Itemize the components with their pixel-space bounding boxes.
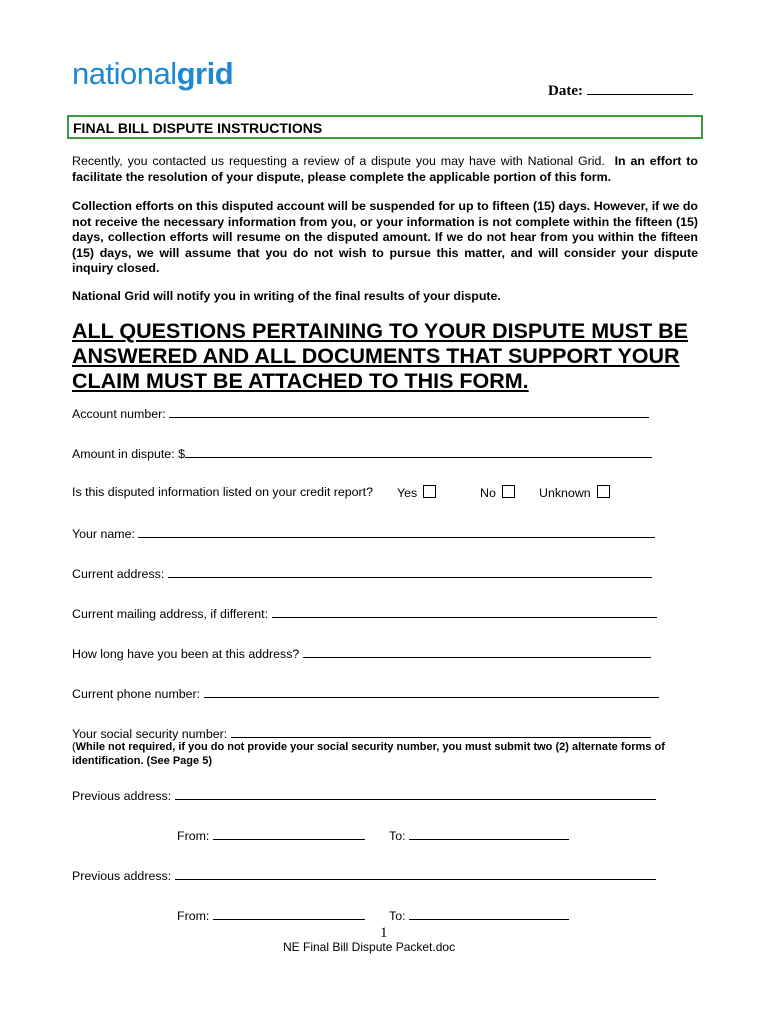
amount-row [72,445,652,461]
to-2-label: To: [389,909,406,923]
ssn-row [72,725,651,741]
to-2-row [389,907,569,923]
amount-input[interactable] [185,445,652,458]
date-label: Date: [548,83,583,99]
phone-label: Current phone number: [72,687,201,701]
credit-report-question: Is this disputed information listed on your credit report? [72,485,373,499]
footer-filename: NE Final Bill Dispute Packet.doc [283,940,456,954]
no-option [480,485,515,500]
yes-checkbox[interactable] [423,485,436,498]
intro-bold-text: In an effort to facilitate the resolution of your dispute, please complete the applicable portion of this form. [72,154,698,184]
current-address-label: Current address: [72,567,165,581]
ssn-note [72,740,702,768]
from-2-label: From: [177,909,210,923]
phone-input[interactable] [204,685,659,698]
mailing-address-input[interactable] [272,605,657,618]
account-number-row [72,405,649,421]
mailing-address-row [72,605,657,621]
ssn-note-text: While not required, if you do not provide your social security number, you must submit two (2) alternate forms of identification. (See Page 5) [72,741,665,767]
your-name-input[interactable] [138,525,655,538]
how-long-input[interactable] [303,645,651,658]
how-long-row [72,645,651,661]
your-name-label: Your name: [72,527,135,541]
page-number: 1 [380,925,388,941]
to-1-label: To: [389,829,406,843]
title-box [67,115,703,139]
account-number-label: Account number: [72,407,166,421]
logo-text-national: national [72,56,177,91]
unknown-label: Unknown [539,486,591,500]
intro-normal-text: Recently, you contacted us requesting a review of a dispute you may have with National Grid. [72,154,605,168]
previous-address-2-label: Previous address: [72,869,172,883]
ssn-label: Your social security number: [72,727,228,741]
from-2-input[interactable] [213,907,365,920]
mailing-address-label: Current mailing address, if different: [72,607,269,621]
from-1-input[interactable] [213,827,365,840]
previous-address-1-input[interactable] [175,787,656,800]
headline: ALL QUESTIONS PERTAINING TO YOUR DISPUTE MUST BE ANSWERED AND ALL DOCUMENTS THAT SUPPORT YOUR CLAIM MUST BE ATTACHED TO THIS FORM. [72,319,688,393]
yes-option [397,485,436,500]
to-2-input[interactable] [409,907,569,920]
collection-paragraph: Collection efforts on this disputed account will be suspended for up to fifteen (15) days. However, if we do not receive the necessary information from you, or your information is not complete within the fifteen (15) days, collection efforts will resume on the disputed amount. If we do not hear from you within the fifteen (15) days, we will assume that you do not wish to pursue this matter, and will consider your dispute inquiry closed. [72,199,698,275]
notify-paragraph: National Grid will notify you in writing of the final results of your dispute. [72,289,501,303]
previous-address-1-label: Previous address: [72,789,172,803]
phone-row [72,685,659,701]
from-1-row [177,827,365,843]
intro-paragraph [72,154,698,185]
to-1-row [389,827,569,843]
no-checkbox[interactable] [502,485,515,498]
current-address-row [72,565,652,581]
unknown-checkbox[interactable] [597,485,610,498]
ssn-input[interactable] [231,725,651,738]
ssn-note-paren: ( [72,741,76,753]
from-2-row [177,907,365,923]
your-name-row [72,525,655,541]
date-field [548,80,693,100]
logo-text-grid: grid [176,56,234,91]
date-input-line[interactable] [587,80,693,95]
previous-address-2-row [72,867,656,883]
unknown-option [539,485,610,500]
title-box-text: FINAL BILL DISPUTE INSTRUCTIONS [73,120,323,136]
how-long-label: How long have you been at this address? [72,647,300,661]
from-1-label: From: [177,829,210,843]
yes-label: Yes [397,486,418,500]
national-grid-logo [72,58,233,89]
account-number-input[interactable] [169,405,649,418]
previous-address-1-row [72,787,656,803]
previous-address-2-input[interactable] [175,867,656,880]
no-label: No [480,486,496,500]
current-address-input[interactable] [168,565,652,578]
credit-report-row [72,485,373,499]
to-1-input[interactable] [409,827,569,840]
amount-label: Amount in dispute: $ [72,447,185,461]
